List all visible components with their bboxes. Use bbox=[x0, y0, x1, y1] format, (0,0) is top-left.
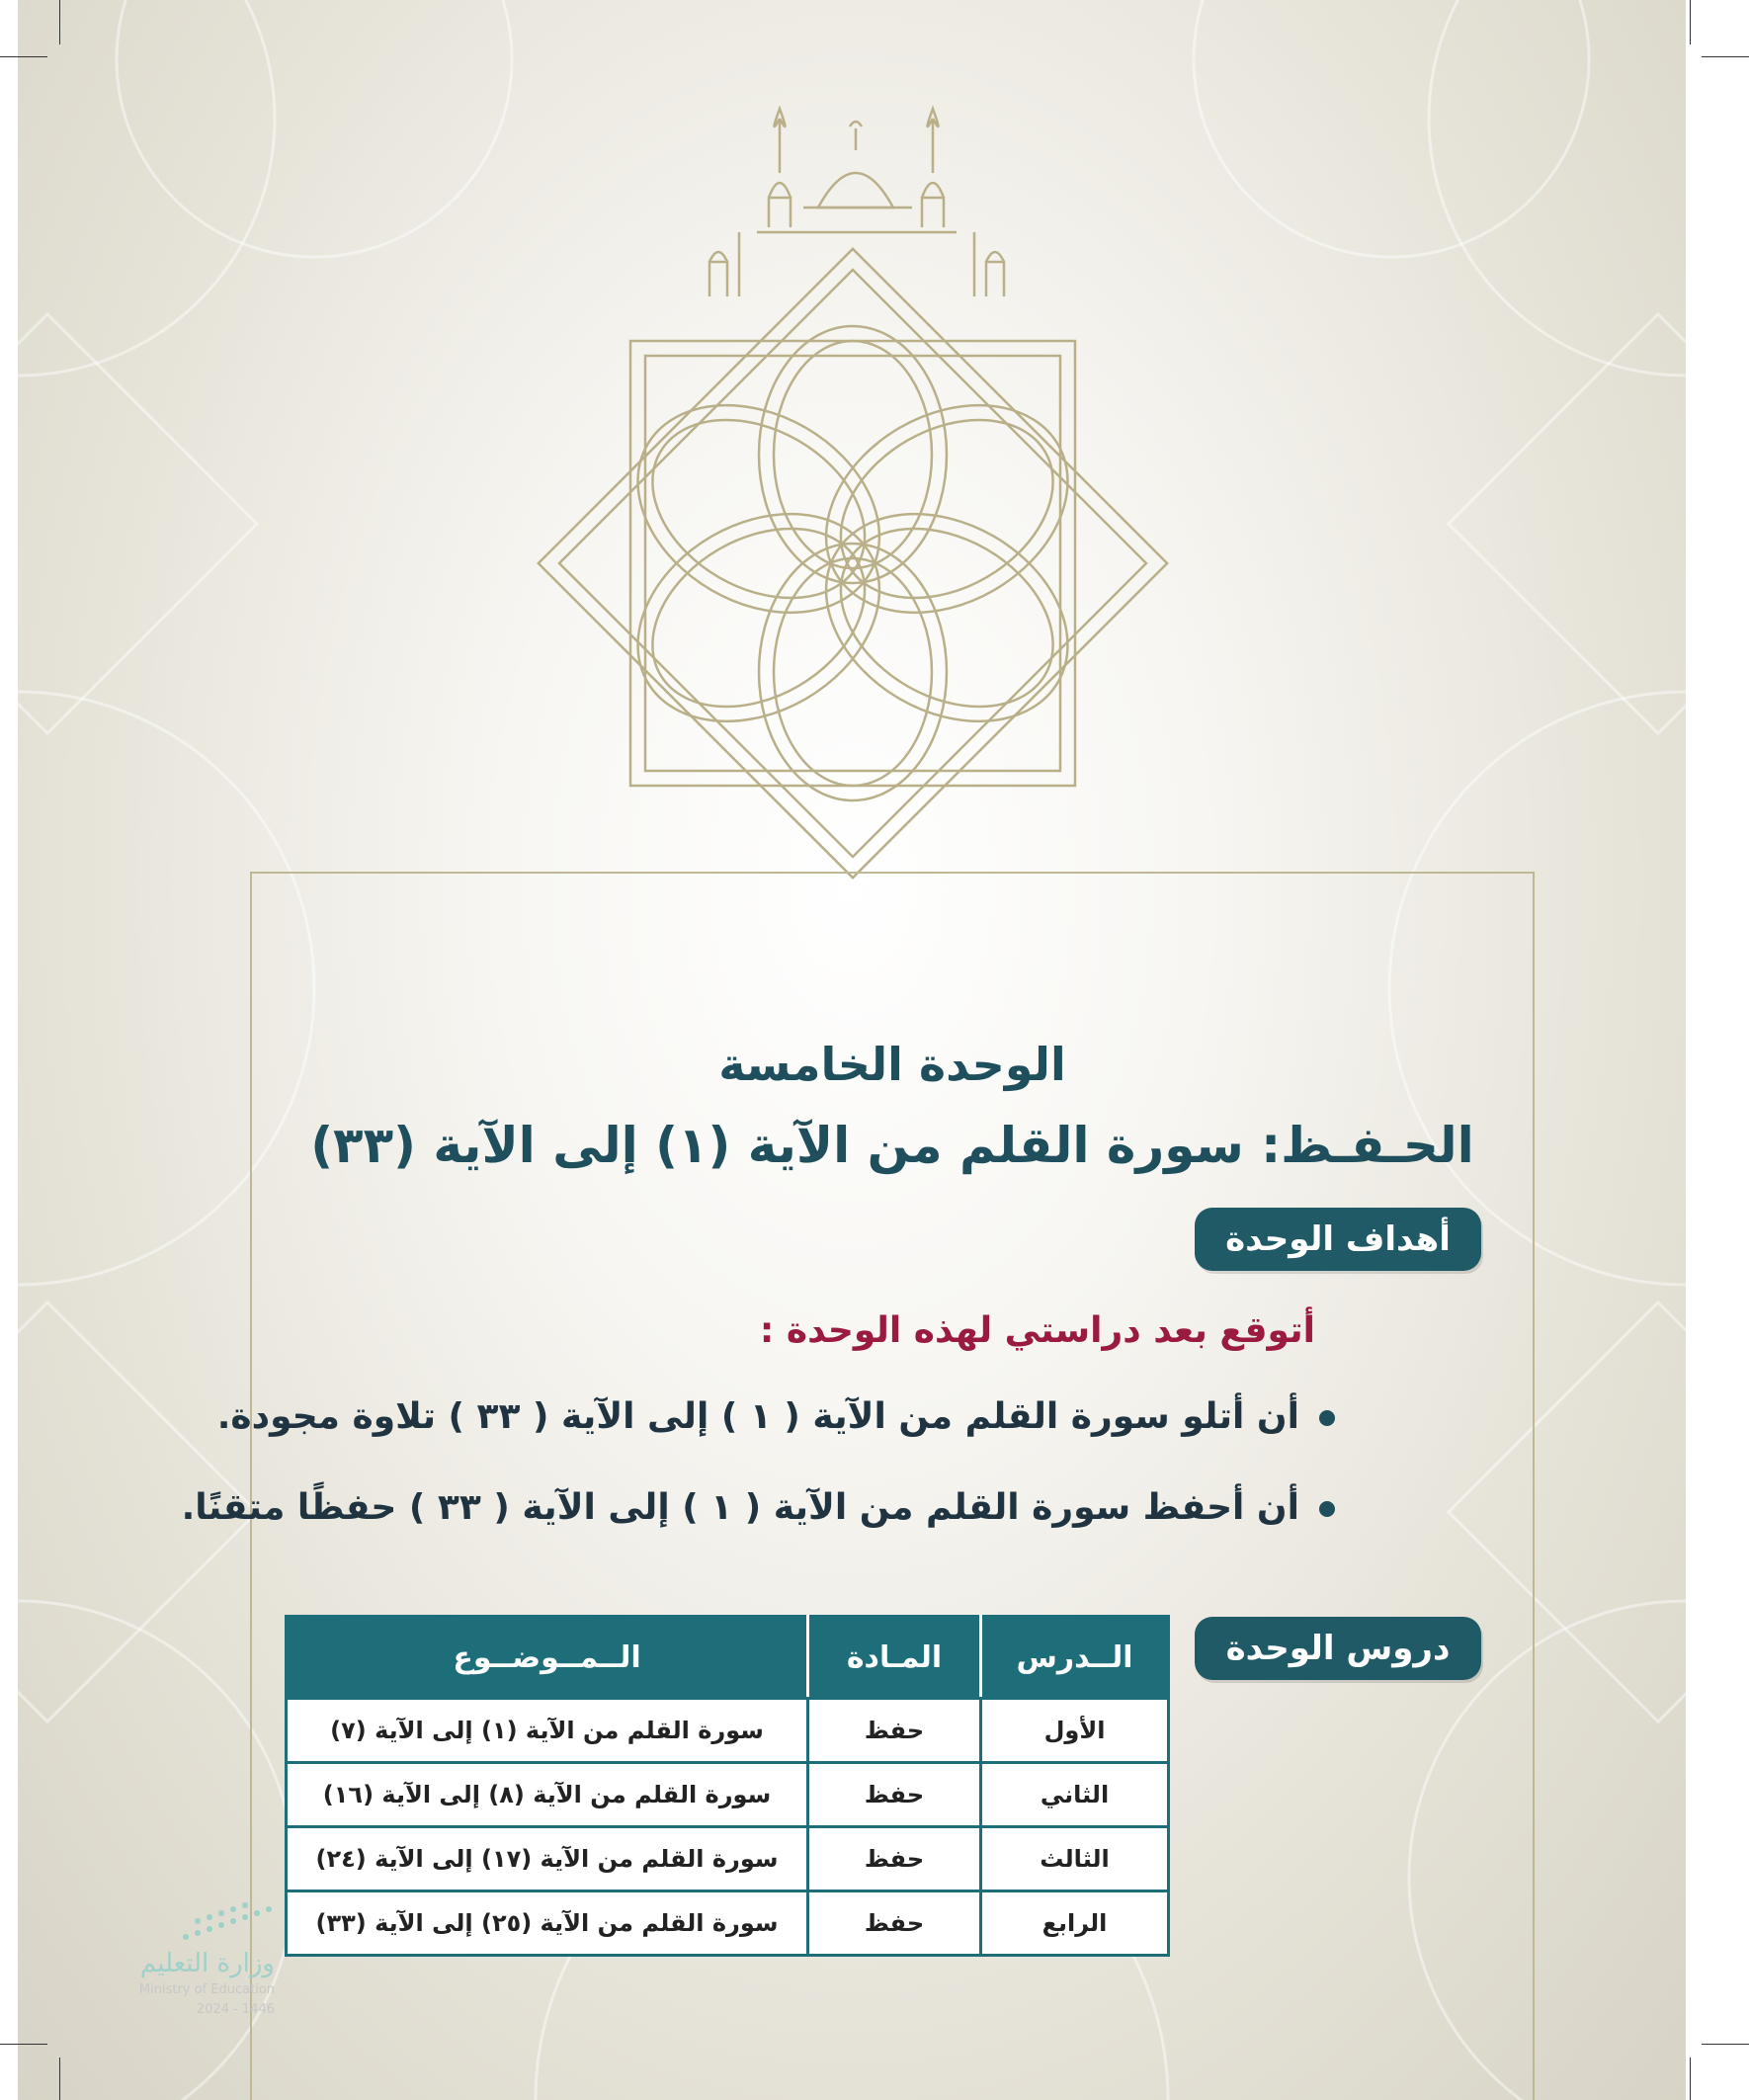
table-row bbox=[287, 1827, 1169, 1891]
topic-cell: سورة القلم من الآية (٨) إلى الآية (١٦) bbox=[287, 1763, 808, 1827]
unit-subtitle: الحـفـظ: سورة القلم من الآية (١) إلى الآية (٣٣) bbox=[310, 1117, 1474, 1174]
subject-cell: حفظ bbox=[808, 1763, 981, 1827]
table-header-row bbox=[287, 1617, 1169, 1699]
crop-mark bbox=[0, 56, 47, 57]
crop-mark bbox=[1690, 2058, 1691, 2100]
star-knot-ornament bbox=[18, 0, 1686, 988]
ministry-logo-english: Ministry of Education bbox=[138, 1982, 275, 1997]
objective-text: أن أحفظ سورة القلم من الآية ( ١ ) إلى الآية ( ٣٣ ) حفظًا متقنًا. bbox=[181, 1487, 1299, 1528]
objectives-intro: أتوقع بعد دراستي لهذه الوحدة : bbox=[759, 1310, 1315, 1351]
subject-cell: حفظ bbox=[808, 1699, 981, 1763]
column-header-lesson: الــدرس bbox=[981, 1617, 1169, 1699]
bullet-icon bbox=[1319, 1410, 1335, 1426]
unit-title: الوحدة الخامسة bbox=[718, 1038, 1066, 1091]
subject-cell: حفظ bbox=[808, 1891, 981, 1956]
objectives-heading: أهداف الوحدة bbox=[1195, 1208, 1481, 1271]
crop-mark bbox=[59, 0, 60, 44]
bullet-icon bbox=[1319, 1501, 1335, 1517]
column-header-subject: المـادة bbox=[808, 1617, 981, 1699]
lessons-table bbox=[285, 1615, 1170, 1957]
crop-mark bbox=[1702, 56, 1749, 57]
crop-mark bbox=[1690, 0, 1691, 44]
table-row bbox=[287, 1763, 1169, 1827]
ministry-logo-year: 2024 - 1446 bbox=[196, 2002, 275, 2017]
topic-cell: سورة القلم من الآية (١٧) إلى الآية (٢٤) bbox=[287, 1827, 808, 1891]
crop-mark bbox=[59, 2058, 60, 2100]
lesson-cell: الثاني bbox=[981, 1763, 1169, 1827]
lesson-cell: الرابع bbox=[981, 1891, 1169, 1956]
ministry-logo-icon bbox=[176, 1897, 285, 1947]
topic-cell: سورة القلم من الآية (١) إلى الآية (٧) bbox=[287, 1699, 808, 1763]
lesson-cell: الثالث bbox=[981, 1827, 1169, 1891]
objective-text: أن أتلو سورة القلم من الآية ( ١ ) إلى الآية ( ٣٣ ) تلاوة مجودة. bbox=[216, 1396, 1299, 1437]
table-row bbox=[287, 1699, 1169, 1763]
mosque-icon bbox=[709, 109, 1004, 296]
page bbox=[18, 0, 1686, 2100]
crop-mark bbox=[1702, 2044, 1749, 2045]
lessons-heading: دروس الوحدة bbox=[1195, 1617, 1481, 1680]
objective-item bbox=[217, 1396, 1335, 1437]
column-header-topic: الــمــوضــوع bbox=[287, 1617, 808, 1699]
table-row bbox=[287, 1891, 1169, 1956]
topic-cell: سورة القلم من الآية (٢٥) إلى الآية (٣٣) bbox=[287, 1891, 808, 1956]
subject-cell: حفظ bbox=[808, 1827, 981, 1891]
lesson-cell: الأول bbox=[981, 1699, 1169, 1763]
crop-mark bbox=[0, 2044, 47, 2045]
ministry-logo-text: وزارة التعليم bbox=[139, 1949, 275, 1978]
objective-item bbox=[182, 1487, 1335, 1528]
